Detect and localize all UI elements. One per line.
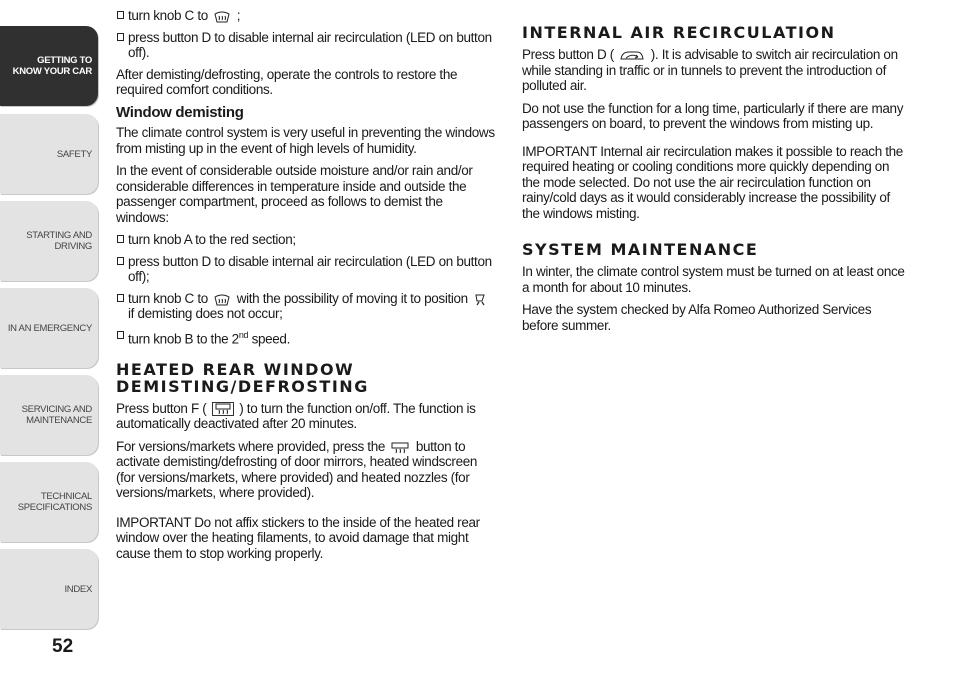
section-heading: SYSTEM MAINTENANCE — [522, 240, 759, 259]
paragraph-text: Press button F ( — [116, 400, 207, 416]
paragraph: Have the system checked by Alfa Romeo Authorized Services before summer. — [522, 302, 872, 333]
list-item-text: with the possibility of moving it to position — [236, 290, 468, 306]
checkbox-bullet-icon — [117, 33, 124, 41]
tab-label: TECHNICAL SPECIFICATIONS — [17, 491, 92, 513]
paragraph: IMPORTANT Do not affix stickers to the inside of the heated rear window over the heating filaments, to avoid damage that might cause them to stop working properly. — [116, 514, 480, 561]
list-item-text: turn knob C to — [128, 290, 208, 306]
list-item-text: if demisting does not occur; — [128, 306, 283, 321]
paragraph — [522, 47, 906, 94]
list-item — [116, 8, 496, 24]
paragraph-text: button to activate demisting/defrosting of door mirrors, heated windscreen (for versions/markets, where provided) and heated nozzles (for versions/markets, where provided). — [116, 438, 478, 500]
list-item-text: press button D to disable internal air recirculation (LED on button off); — [128, 253, 492, 284]
tab-starting-and-driving[interactable] — [0, 201, 98, 281]
tab-servicing-and-maintenance[interactable] — [0, 375, 98, 455]
paragraph: In the event of considerable outside moisture and/or rain and/or considerable differences in temperature inside and outside the passenger compartment, proceed as follows to demist the windows: — [116, 163, 473, 225]
list-item — [116, 254, 496, 285]
list-item — [116, 30, 496, 61]
list-item — [116, 232, 496, 248]
list-item-text: ; — [236, 8, 241, 23]
section-heading: Window demisting — [116, 103, 244, 121]
checkbox-bullet-icon — [117, 331, 124, 339]
paragraph: In winter, the climate control system must be turned on at least once a month for about 10 minutes. — [522, 264, 905, 295]
paragraph: After demisting/defrosting, operate the controls to restore the required comfort conditions. — [116, 66, 458, 97]
right-column — [522, 0, 906, 340]
tab-in-an-emergency[interactable] — [0, 288, 98, 368]
windscreen-defrost-icon — [213, 294, 231, 306]
paragraph: The climate control system is very useful in preventing the windows from misting up in the event of high levels of humidity. — [116, 125, 495, 156]
air-recirculation-icon — [619, 49, 645, 62]
section-heading: HEATED REAR WINDOW DEMISTING/DEFROSTING — [116, 359, 369, 396]
superscript: nd — [238, 329, 249, 340]
paragraph-text: ) to turn the function on/off. The function is automatically deactivated after 20 minutes. — [116, 400, 476, 431]
tab-label: STARTING AND DRIVING — [26, 230, 92, 252]
list-item-text: turn knob B to the 2 — [128, 331, 239, 346]
paragraph — [116, 401, 496, 432]
paragraph-text: ). It is advisable to switch air recirculation on while standing in traffic or in tunnels to prevent the introduction of polluted air. — [522, 47, 898, 93]
checkbox-bullet-icon — [117, 235, 124, 243]
tab-index[interactable] — [0, 549, 98, 629]
checkbox-bullet-icon — [117, 11, 124, 19]
list-item-text: turn knob C to — [128, 8, 208, 23]
tab-label: INDEX — [64, 583, 92, 595]
list-item-text: speed. — [251, 331, 290, 346]
tab-label: IN AN EMERGENCY — [7, 322, 92, 334]
rear-window-heater-icon — [212, 402, 234, 416]
paragraph-text: Press button D ( — [522, 47, 614, 62]
chapter-sidebar — [0, 0, 100, 640]
tab-label: SAFETY — [56, 148, 92, 160]
windscreen-defrost-icon — [213, 11, 231, 23]
rear-window-heater-icon — [390, 442, 410, 454]
tab-getting-to-know-your-car[interactable] — [0, 26, 98, 106]
list-item — [116, 291, 496, 322]
tab-safety[interactable] — [0, 114, 98, 194]
tab-label: SERVICING AND MAINTENANCE — [21, 404, 92, 426]
section-heading: INTERNAL AIR RECIRCULATION — [522, 23, 836, 42]
paragraph — [116, 439, 496, 501]
left-column — [116, 0, 496, 568]
checkbox-bullet-icon — [117, 294, 124, 302]
list-item-text: turn knob A to the red section; — [128, 232, 296, 247]
tab-technical-specifications[interactable] — [0, 462, 98, 542]
list-item — [116, 328, 496, 347]
checkbox-bullet-icon — [117, 257, 124, 265]
windscreen-feet-icon — [473, 293, 487, 306]
list-item-text: press button D to disable internal air recirculation (LED on button off). — [128, 29, 492, 60]
paragraph: Do not use the function for a long time, particularly if there are many passengers on board, to prevent the windows from misting up. — [522, 100, 904, 131]
page-number: 52 — [52, 636, 74, 657]
paragraph-text: For versions/markets where provided, press the — [116, 438, 386, 454]
tab-label: GETTING TO KNOW YOUR CAR — [12, 55, 92, 77]
paragraph: IMPORTANT Internal air recirculation makes it possible to reach the required heating or cooling conditions more quickly depending on the mode selected. Do not use the air recirculation function on rainy/cold days as it would considerably increase the possibility of the windows misting. — [522, 143, 903, 221]
